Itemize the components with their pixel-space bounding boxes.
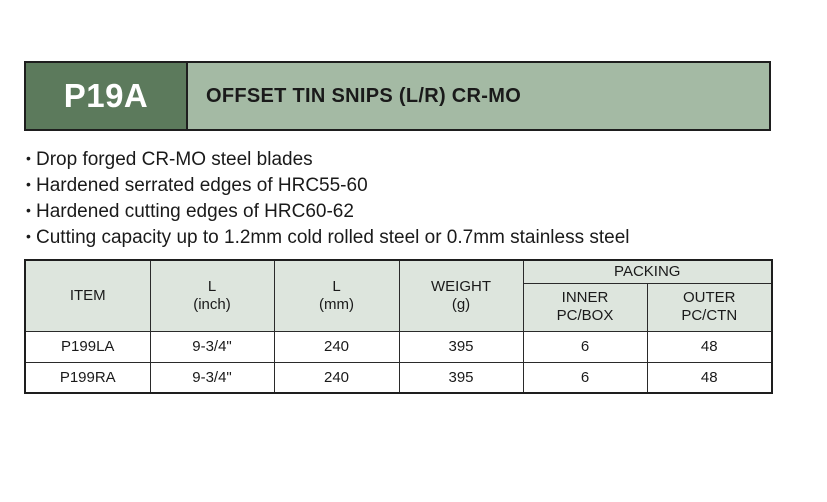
header-item: ITEM — [25, 260, 150, 331]
header-outer: OUTER PC/CTN — [647, 283, 772, 331]
cell-inner: 6 — [523, 362, 647, 393]
cell-length-mm: 240 — [274, 362, 399, 393]
product-header — [24, 61, 771, 131]
feature-text: Hardened serrated edges of HRC55-60 — [36, 175, 368, 196]
table-row — [25, 331, 772, 362]
cell-weight: 395 — [399, 331, 523, 362]
cell-length-mm: 240 — [274, 331, 399, 362]
table-row — [25, 362, 772, 393]
cell-outer: 48 — [647, 331, 772, 362]
feature-item — [26, 146, 630, 172]
feature-text: Hardened cutting edges of HRC60-62 — [36, 201, 354, 222]
feature-item — [26, 198, 630, 224]
cell-item: P199LA — [25, 331, 150, 362]
header-packing: PACKING — [523, 260, 772, 283]
bullet-icon: • — [26, 176, 31, 192]
feature-text: Drop forged CR-MO steel blades — [36, 149, 313, 170]
cell-item: P199RA — [25, 362, 150, 393]
feature-item — [26, 224, 630, 250]
header-inner: INNER PC/BOX — [523, 283, 647, 331]
product-title: OFFSET TIN SNIPS (L/R) CR-MO — [188, 63, 769, 129]
feature-list — [26, 146, 630, 250]
header-length-mm: L (mm) — [274, 260, 399, 331]
cell-inner: 6 — [523, 331, 647, 362]
product-code: P19A — [26, 63, 188, 129]
bullet-icon: • — [26, 150, 31, 166]
spec-table — [24, 259, 773, 394]
bullet-icon: • — [26, 228, 31, 244]
header-weight: WEIGHT (g) — [399, 260, 523, 331]
cell-outer: 48 — [647, 362, 772, 393]
cell-length-inch: 9-3/4" — [150, 331, 274, 362]
feature-text: Cutting capacity up to 1.2mm cold rolled steel or 0.7mm stainless steel — [36, 227, 630, 248]
header-length-inch: L (inch) — [150, 260, 274, 331]
feature-item — [26, 172, 630, 198]
cell-weight: 395 — [399, 362, 523, 393]
cell-length-inch: 9-3/4" — [150, 362, 274, 393]
bullet-icon: • — [26, 202, 31, 218]
